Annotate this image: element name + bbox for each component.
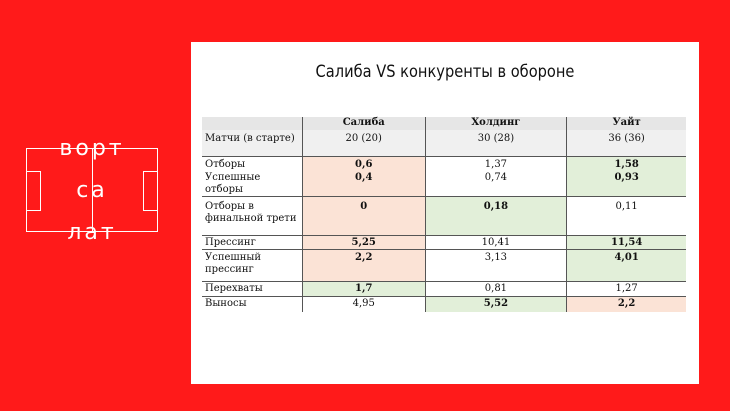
cell: 20 (20) (302, 130, 425, 156)
cell: 5,25 (302, 236, 425, 250)
cell: 5,52 (425, 297, 567, 312)
row-label: Матчи (в старте) (205, 133, 295, 144)
header-saliba: Салиба (302, 117, 425, 130)
cell: 10,41 (425, 236, 567, 250)
header-white: Уайт (567, 117, 686, 130)
logo-text-2: са (76, 178, 108, 203)
cell: 11,54 (567, 236, 686, 250)
cell: 1,37 (425, 156, 567, 172)
stats-table (202, 117, 686, 312)
slide-title: Салиба VS конкуренты в обороне (315, 62, 575, 82)
header-holding: Холдинг (425, 117, 567, 130)
slide (191, 42, 699, 384)
table-header-row (202, 117, 686, 130)
row-label: Прессинг (202, 236, 302, 250)
row-label: Успешные отборы (205, 172, 261, 195)
row-label: Выносы (202, 297, 302, 312)
table-row (202, 130, 686, 156)
cell: 36 (36) (567, 130, 686, 156)
row-label: Перехваты (202, 282, 302, 297)
cell: 1,27 (567, 282, 686, 297)
table-row (202, 297, 686, 312)
table-row (202, 236, 686, 250)
cell: 0,74 (425, 172, 567, 197)
cell: 0,93 (567, 172, 686, 197)
cell: 4,95 (302, 297, 425, 312)
cell: 0,81 (425, 282, 567, 297)
cell: 4,01 (567, 250, 686, 282)
cell: 0,6 (302, 156, 425, 172)
row-label: Отборы (202, 156, 302, 172)
cell: 3,13 (425, 250, 567, 282)
table-row (202, 282, 686, 297)
logo-text-1: ворт (59, 136, 125, 161)
cell: 2,2 (567, 297, 686, 312)
row-label: Отборы в финальной трети (202, 197, 302, 236)
cell: 0,18 (425, 197, 567, 236)
cell: 0,4 (302, 172, 425, 197)
table-row (202, 172, 686, 197)
table-row (202, 156, 686, 172)
cell: 30 (28) (425, 130, 567, 156)
table-row (202, 197, 686, 236)
cell: 1,58 (567, 156, 686, 172)
cell: 0 (302, 197, 425, 236)
table-row (202, 250, 686, 282)
cell: 0,11 (567, 197, 686, 236)
row-label: Успешный прессинг (202, 250, 302, 282)
cell: 2,2 (302, 250, 425, 282)
logo-text-3: лат (67, 220, 117, 245)
cell: 1,7 (302, 282, 425, 297)
header-empty (202, 117, 302, 130)
